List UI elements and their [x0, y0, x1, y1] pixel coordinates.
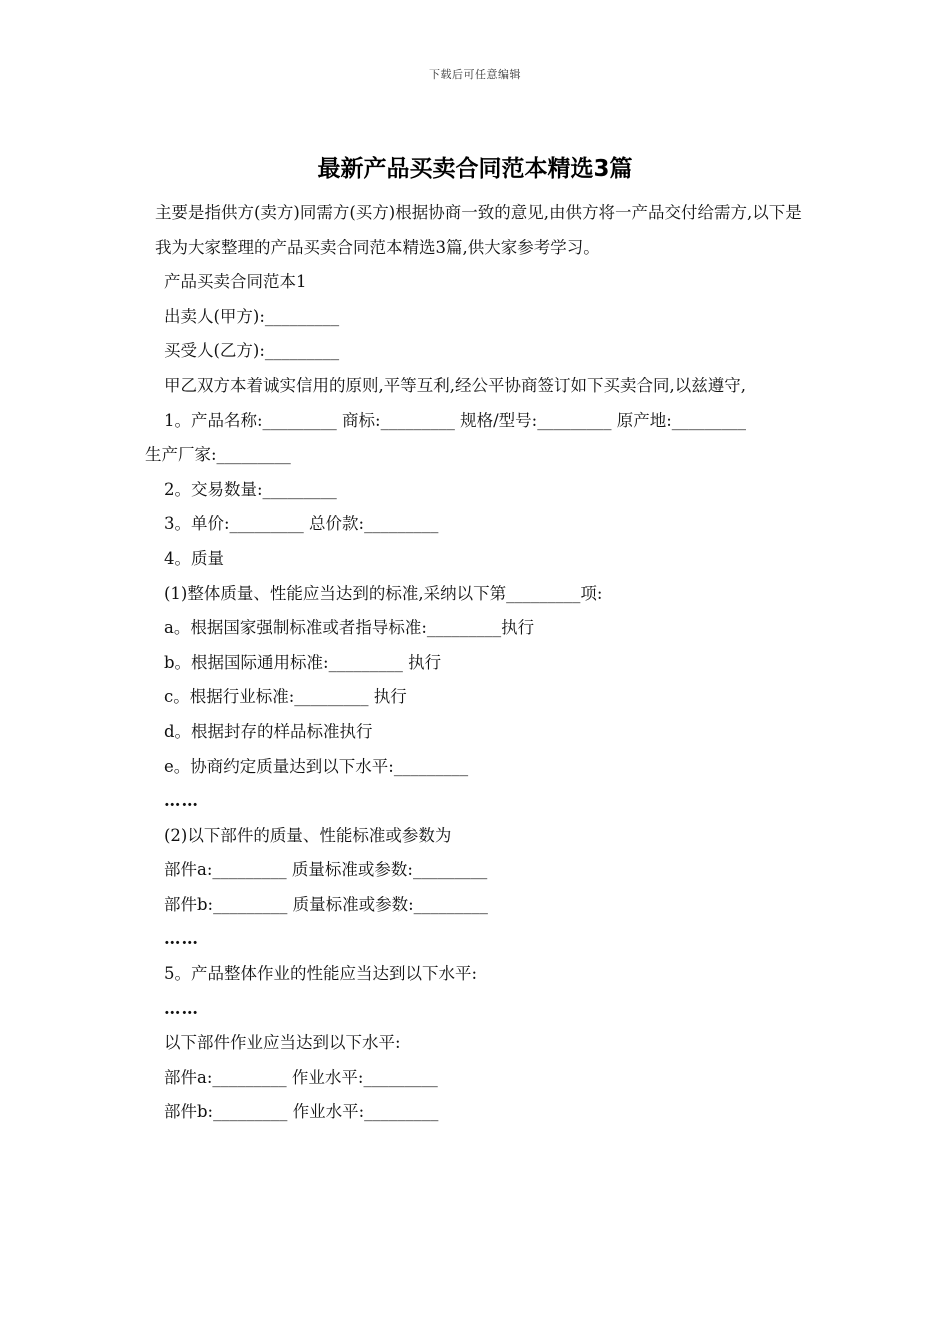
part-a-quality: 部件a:_________ 质量标准或参数:_________ — [164, 860, 488, 880]
ellipsis-2: …… — [164, 929, 199, 949]
item-2-quantity: 2。交易数量:_________ — [164, 479, 337, 499]
item-4-c: c。根据行业标准:_________ 执行 — [164, 687, 407, 707]
item-1-product-name: 1。产品名称:_________ 商标:_________ 规格/型号:_________ 原产地:_________ — [164, 410, 747, 430]
item-4-d: d。根据封存的样品标准执行 — [164, 721, 373, 741]
part-b-quality: 部件b:_________ 质量标准或参数:_________ — [164, 894, 488, 914]
intro-paragraph: 主要是指供方(卖方)同需方(买方)根据协商一致的意见,由供方将一产品交付给需方,以下是我为大家整理的产品买卖合同范本精选3篇,供大家参考学习。 — [155, 203, 802, 257]
header-note: 下载后可任意编辑 — [429, 68, 521, 81]
item-4-quality: 4。质量 — [164, 548, 224, 568]
ellipsis-1: …… — [164, 791, 199, 811]
section-heading: 产品买卖合同范本1 — [164, 272, 307, 292]
seller-line: 出卖人(甲方):_________ — [164, 306, 340, 326]
document-title: 最新产品买卖合同范本精选3篇 — [317, 156, 633, 182]
item-4-2-parts: (2)以下部件的质量、性能标准或参数为 — [164, 825, 452, 845]
document-body — [145, 196, 810, 1130]
item-5-performance: 5。产品整体作业的性能应当达到以下水平: — [164, 964, 478, 984]
item-4-b: b。根据国际通用标准:_________ 执行 — [164, 652, 442, 672]
item-3-price: 3。单价:_________ 总价款:_________ — [164, 514, 439, 534]
principle-paragraph: 甲乙双方本着诚实信用的原则,平等互利,经公平协商签订如下买卖合同,以兹遵守, — [164, 375, 746, 395]
part-a-work: 部件a:_________ 作业水平:_________ — [164, 1067, 438, 1087]
item-1-manufacturer: 生产厂家:_________ — [145, 445, 291, 465]
item-4-a: a。根据国家强制标准或者指导标准:_________执行 — [164, 618, 535, 638]
item-4-e: e。协商约定质量达到以下水平:_________ — [164, 756, 469, 776]
item-5-parts-heading: 以下部件作业应当达到以下水平: — [164, 1033, 401, 1053]
ellipsis-3: …… — [164, 998, 199, 1018]
part-b-work: 部件b:_________ 作业水平:_________ — [164, 1102, 439, 1122]
item-4-1-standard: (1)整体质量、性能应当达到的标准,采纳以下第_________项: — [164, 583, 603, 603]
buyer-line: 买受人(乙方):_________ — [164, 341, 340, 361]
